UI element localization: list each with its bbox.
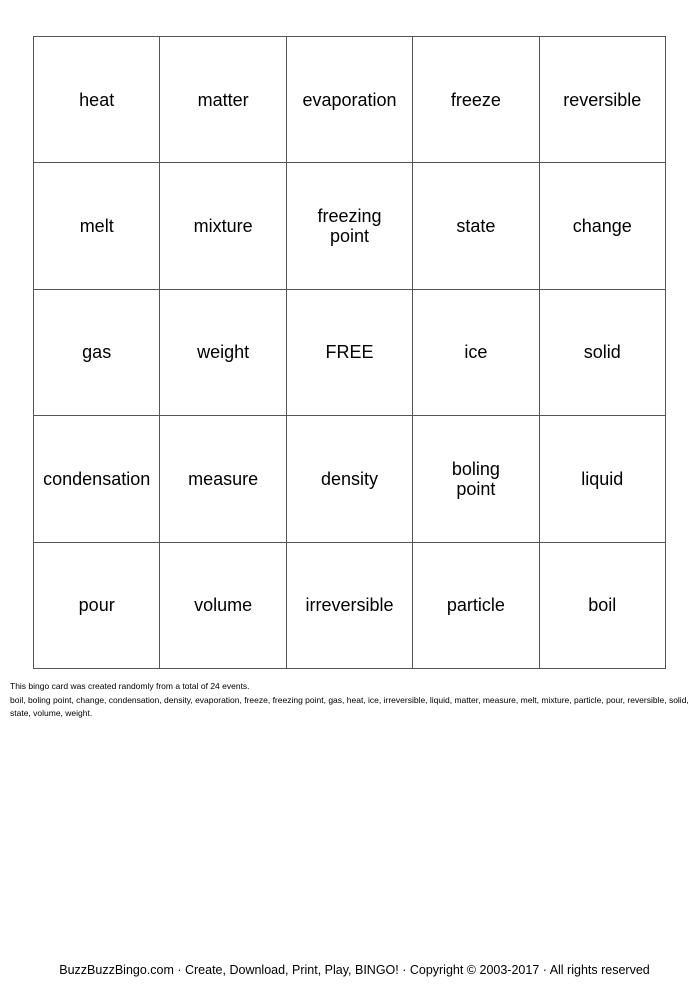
cell-label: melt (79, 216, 114, 237)
bingo-cell (34, 163, 160, 289)
cell-label: particle (446, 595, 505, 616)
bingo-cell (413, 163, 539, 289)
bingo-cell (540, 543, 666, 669)
cell-label: gas (82, 342, 112, 363)
bingo-cell (287, 416, 413, 542)
card-summary: This bingo card was created randomly from a total of 24 events. (10, 681, 250, 691)
cell-label: measure (188, 468, 259, 489)
cell-label: change (572, 216, 632, 237)
cell-label: boling point (451, 458, 500, 499)
bingo-cell (413, 37, 539, 163)
bingo-cell (540, 163, 666, 289)
cell-label: matter (197, 89, 249, 110)
cell-label: FREE (325, 342, 374, 363)
cell-label: condensation (43, 468, 151, 489)
bingo-cell (34, 290, 160, 416)
cell-label: mixture (193, 216, 253, 237)
bingo-cell (540, 290, 666, 416)
bingo-cell (34, 543, 160, 669)
footer-copyright: BuzzBuzzBingo.com · Create, Download, Print, Play, BINGO! · Copyright © 2003-2017 · All rights reserved (59, 963, 650, 977)
event-list: boil, boling point, change, condensation, density, evaporation, freeze, freezing point, gas, heat, ice, irreversible, liquid, matter, measure, melt, mixture, particle, pour, reversible, solid, state, volume, weight. (10, 694, 689, 718)
bingo-cell (287, 163, 413, 289)
bingo-card-grid (33, 36, 666, 669)
cell-label: liquid (581, 468, 624, 489)
bingo-cell (540, 416, 666, 542)
bingo-cell (160, 290, 286, 416)
cell-label: evaporation (302, 89, 397, 110)
bingo-cell (287, 543, 413, 669)
cell-label: boil (588, 595, 617, 616)
bingo-cell (287, 37, 413, 163)
bingo-cell (413, 290, 539, 416)
bingo-cell (413, 416, 539, 542)
bingo-cell (413, 543, 539, 669)
bingo-cell (34, 416, 160, 542)
card-info (10, 680, 690, 721)
cell-label: heat (79, 89, 115, 110)
cell-label: reversible (563, 89, 642, 110)
cell-label: freeze (450, 89, 501, 110)
bingo-cell (160, 163, 286, 289)
cell-label: pour (78, 595, 115, 616)
bingo-cell (540, 37, 666, 163)
cell-label: freezing point (317, 206, 382, 247)
bingo-cell (34, 37, 160, 163)
bingo-cell (160, 543, 286, 669)
bingo-free-cell (287, 290, 413, 416)
bingo-cell (160, 416, 286, 542)
cell-label: solid (583, 342, 621, 363)
cell-label: weight (197, 342, 250, 363)
cell-label: volume (194, 595, 253, 616)
cell-label: ice (464, 342, 488, 363)
cell-label: density (320, 468, 379, 489)
cell-label: irreversible (305, 595, 394, 616)
cell-label: state (456, 216, 496, 237)
bingo-cell (160, 37, 286, 163)
